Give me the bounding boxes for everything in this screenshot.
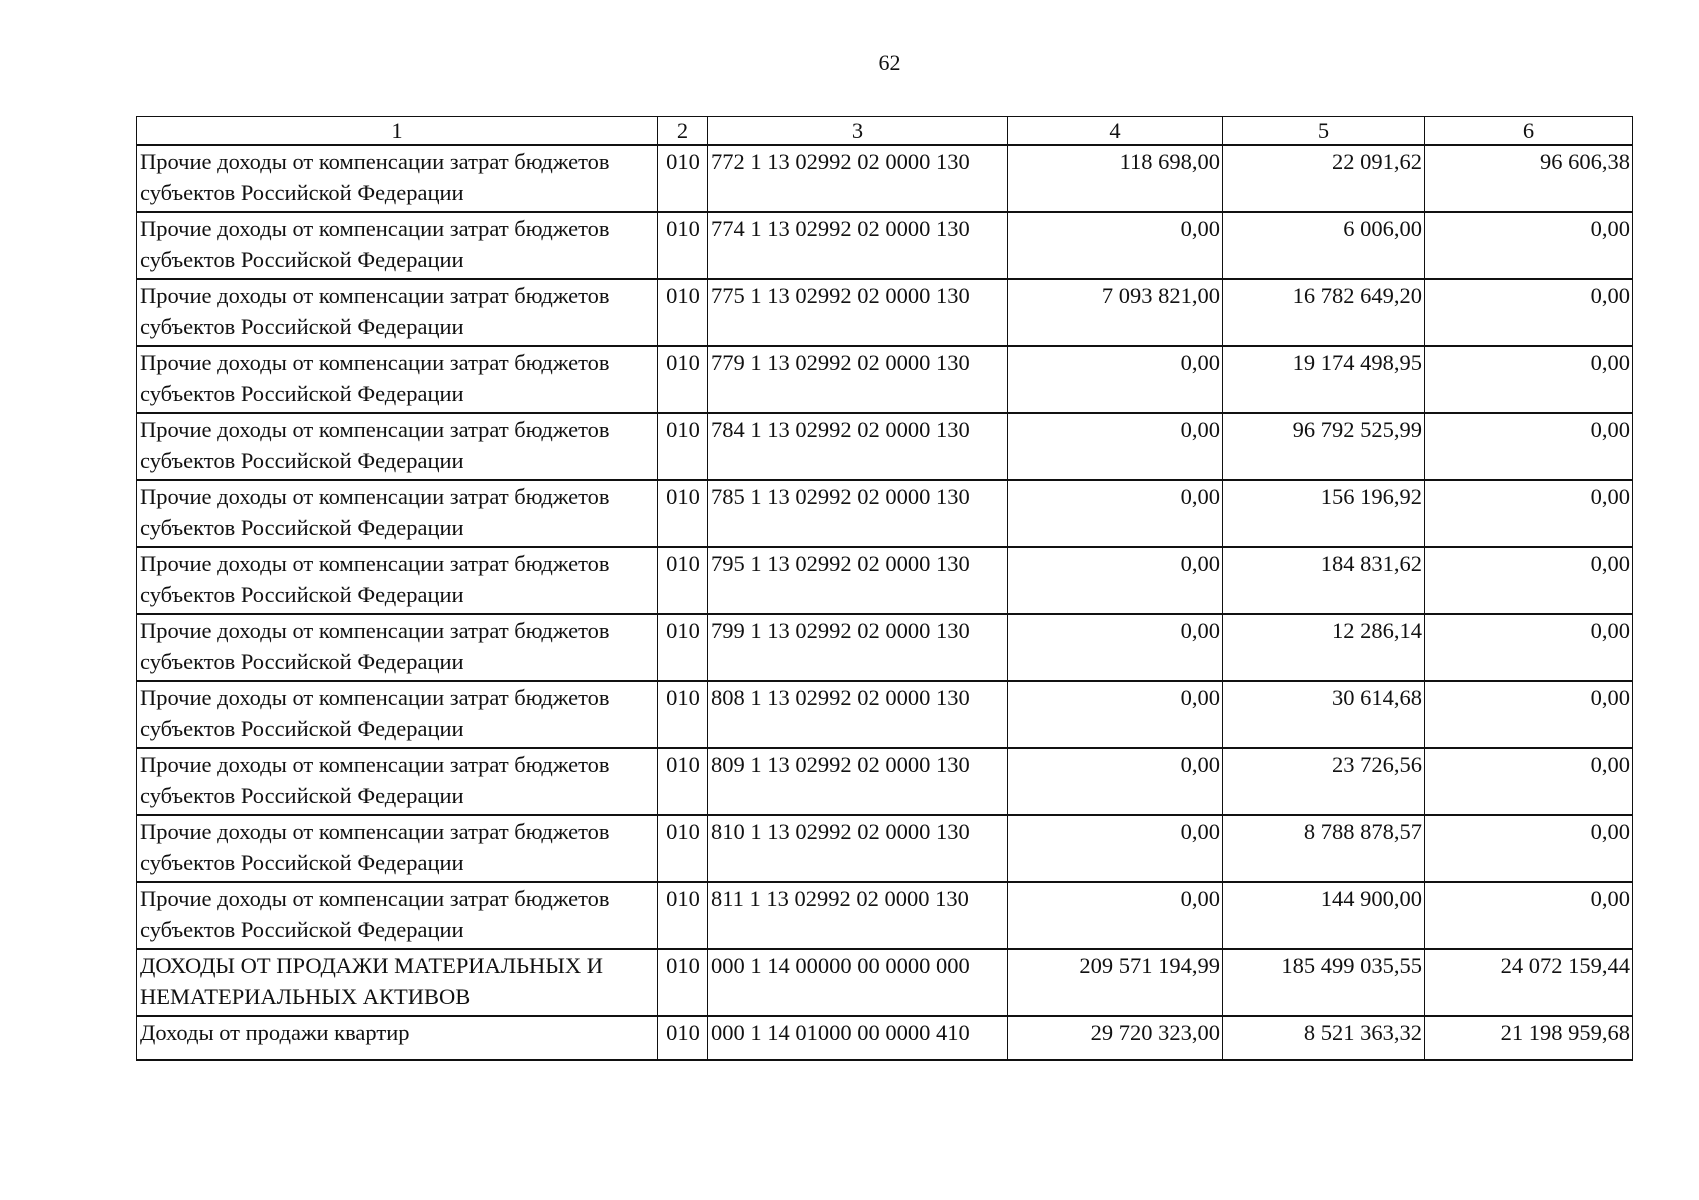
row-name: Прочие доходы от компенсации затрат бюджетов субъектов Российской Федерации	[137, 279, 658, 346]
row-name: Прочие доходы от компенсации затрат бюджетов субъектов Российской Федерации	[137, 882, 658, 949]
table-row	[137, 614, 1633, 681]
row-name: Прочие доходы от компенсации затрат бюджетов субъектов Российской Федерации	[137, 212, 658, 279]
row-col2: 010	[658, 614, 708, 681]
table-row	[137, 480, 1633, 547]
row-name: Прочие доходы от компенсации затрат бюджетов субъектов Российской Федерации	[137, 681, 658, 748]
header-col-2: 2	[658, 117, 708, 146]
header-col-5: 5	[1223, 117, 1425, 146]
row-value-4: 0,00	[1008, 480, 1223, 547]
row-value-6: 96 606,38	[1425, 145, 1633, 212]
table-row	[137, 681, 1633, 748]
row-name: Прочие доходы от компенсации затрат бюджетов субъектов Российской Федерации	[137, 413, 658, 480]
row-code: 774 1 13 02992 02 0000 130	[708, 212, 1008, 279]
row-code: 000 1 14 00000 00 0000 000	[708, 949, 1008, 1016]
row-value-6: 0,00	[1425, 681, 1633, 748]
row-value-5: 8 788 878,57	[1223, 815, 1425, 882]
table-header-row	[137, 117, 1633, 146]
row-col2: 010	[658, 815, 708, 882]
table-row	[137, 748, 1633, 815]
table-row	[137, 212, 1633, 279]
row-code: 795 1 13 02992 02 0000 130	[708, 547, 1008, 614]
table-row	[137, 882, 1633, 949]
row-value-4: 7 093 821,00	[1008, 279, 1223, 346]
row-code: 779 1 13 02992 02 0000 130	[708, 346, 1008, 413]
header-col-4: 4	[1008, 117, 1223, 146]
row-value-5: 8 521 363,32	[1223, 1016, 1425, 1060]
row-col2: 010	[658, 279, 708, 346]
table-row	[137, 949, 1633, 1016]
row-code: 784 1 13 02992 02 0000 130	[708, 413, 1008, 480]
page-number: 62	[878, 50, 901, 75]
row-value-6: 0,00	[1425, 480, 1633, 547]
row-value-5: 185 499 035,55	[1223, 949, 1425, 1016]
row-code: 799 1 13 02992 02 0000 130	[708, 614, 1008, 681]
row-value-4: 29 720 323,00	[1008, 1016, 1223, 1060]
report-table	[136, 116, 1633, 1061]
row-value-5: 22 091,62	[1223, 145, 1425, 212]
row-value-5: 144 900,00	[1223, 882, 1425, 949]
row-name: Прочие доходы от компенсации затрат бюджетов субъектов Российской Федерации	[137, 614, 658, 681]
row-value-4: 209 571 194,99	[1008, 949, 1223, 1016]
row-value-6: 0,00	[1425, 212, 1633, 279]
row-col2: 010	[658, 547, 708, 614]
row-value-6: 0,00	[1425, 547, 1633, 614]
row-value-4: 0,00	[1008, 547, 1223, 614]
header-col-3: 3	[708, 117, 1008, 146]
row-name: Прочие доходы от компенсации затрат бюджетов субъектов Российской Федерации	[137, 748, 658, 815]
row-col2: 010	[658, 346, 708, 413]
table-row	[137, 1016, 1633, 1060]
row-col2: 010	[658, 949, 708, 1016]
table-row	[137, 145, 1633, 212]
row-code: 775 1 13 02992 02 0000 130	[708, 279, 1008, 346]
table-row	[137, 547, 1633, 614]
row-value-5: 23 726,56	[1223, 748, 1425, 815]
row-value-6: 0,00	[1425, 882, 1633, 949]
table-row	[137, 815, 1633, 882]
row-value-6: 24 072 159,44	[1425, 949, 1633, 1016]
row-code: 809 1 13 02992 02 0000 130	[708, 748, 1008, 815]
row-col2: 010	[658, 413, 708, 480]
table-row	[137, 346, 1633, 413]
row-value-5: 16 782 649,20	[1223, 279, 1425, 346]
row-value-6: 21 198 959,68	[1425, 1016, 1633, 1060]
row-value-5: 30 614,68	[1223, 681, 1425, 748]
header-col-1: 1	[137, 117, 658, 146]
row-value-6: 0,00	[1425, 346, 1633, 413]
row-name: ДОХОДЫ ОТ ПРОДАЖИ МАТЕРИАЛЬНЫХ И НЕМАТЕРИАЛЬНЫХ АКТИВОВ	[137, 949, 658, 1016]
row-value-6: 0,00	[1425, 815, 1633, 882]
row-value-6: 0,00	[1425, 279, 1633, 346]
row-name: Прочие доходы от компенсации затрат бюджетов субъектов Российской Федерации	[137, 547, 658, 614]
row-code: 785 1 13 02992 02 0000 130	[708, 480, 1008, 547]
row-value-4: 0,00	[1008, 614, 1223, 681]
row-col2: 010	[658, 882, 708, 949]
row-name: Прочие доходы от компенсации затрат бюджетов субъектов Российской Федерации	[137, 346, 658, 413]
row-value-5: 6 006,00	[1223, 212, 1425, 279]
row-value-6: 0,00	[1425, 413, 1633, 480]
row-value-4: 118 698,00	[1008, 145, 1223, 212]
row-col2: 010	[658, 145, 708, 212]
row-code: 000 1 14 01000 00 0000 410	[708, 1016, 1008, 1060]
row-value-4: 0,00	[1008, 882, 1223, 949]
row-name: Прочие доходы от компенсации затрат бюджетов субъектов Российской Федерации	[137, 145, 658, 212]
row-value-5: 156 196,92	[1223, 480, 1425, 547]
row-code: 808 1 13 02992 02 0000 130	[708, 681, 1008, 748]
row-value-4: 0,00	[1008, 681, 1223, 748]
row-value-5: 12 286,14	[1223, 614, 1425, 681]
header-col-6: 6	[1425, 117, 1633, 146]
row-col2: 010	[658, 748, 708, 815]
row-name: Прочие доходы от компенсации затрат бюджетов субъектов Российской Федерации	[137, 480, 658, 547]
row-col2: 010	[658, 681, 708, 748]
row-value-5: 184 831,62	[1223, 547, 1425, 614]
row-name: Доходы от продажи квартир	[137, 1016, 658, 1060]
row-col2: 010	[658, 1016, 708, 1060]
row-value-6: 0,00	[1425, 614, 1633, 681]
row-col2: 010	[658, 480, 708, 547]
row-value-5: 96 792 525,99	[1223, 413, 1425, 480]
row-value-4: 0,00	[1008, 413, 1223, 480]
row-value-6: 0,00	[1425, 748, 1633, 815]
row-value-4: 0,00	[1008, 815, 1223, 882]
table-row	[137, 279, 1633, 346]
row-value-4: 0,00	[1008, 212, 1223, 279]
row-name: Прочие доходы от компенсации затрат бюджетов субъектов Российской Федерации	[137, 815, 658, 882]
row-code: 810 1 13 02992 02 0000 130	[708, 815, 1008, 882]
row-value-5: 19 174 498,95	[1223, 346, 1425, 413]
row-value-4: 0,00	[1008, 748, 1223, 815]
table-row	[137, 413, 1633, 480]
row-code: 811 1 13 02992 02 0000 130	[708, 882, 1008, 949]
row-code: 772 1 13 02992 02 0000 130	[708, 145, 1008, 212]
row-value-4: 0,00	[1008, 346, 1223, 413]
row-col2: 010	[658, 212, 708, 279]
